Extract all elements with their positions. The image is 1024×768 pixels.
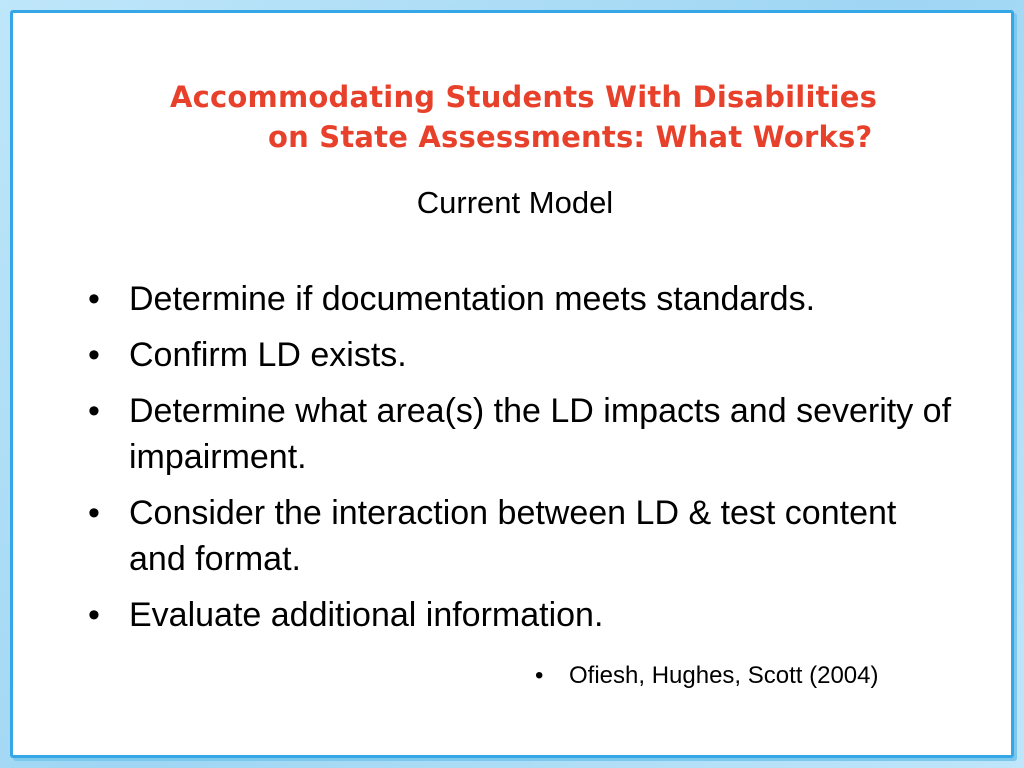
bullet-dot-icon: • <box>88 494 100 532</box>
bullet-item <box>88 490 958 582</box>
slide-subtitle: Current Model <box>416 185 614 220</box>
bullet-item <box>88 388 958 480</box>
bullet-text: Determine if documentation meets standards. <box>129 280 816 318</box>
citation-text: Ofiesh, Hughes, Scott (2004) <box>569 662 879 689</box>
bullet-text: Determine what area(s) the LD impacts and severity of impairment. <box>129 392 952 476</box>
bullet-dot-icon: • <box>88 280 100 318</box>
bullet-text: Consider the interaction between LD & test content and format. <box>129 494 897 578</box>
title-line-2: on State Assessments: What Works? <box>268 120 873 154</box>
citation-bullet-icon: • <box>535 662 544 689</box>
title-line-1: Accommodating Students With Disabilities <box>170 80 878 114</box>
bullet-item <box>88 276 958 322</box>
slide-frame <box>10 10 1014 758</box>
bullet-text: Evaluate additional information. <box>129 596 604 634</box>
slide-title <box>13 77 1017 157</box>
bullet-item <box>88 592 958 638</box>
bullet-text: Confirm LD exists. <box>129 336 407 374</box>
citation <box>535 662 879 690</box>
bullet-dot-icon: • <box>88 336 100 374</box>
bullet-item <box>88 332 958 378</box>
bullet-dot-icon: • <box>88 392 100 430</box>
bullet-list <box>88 276 958 648</box>
bullet-dot-icon: • <box>88 596 100 634</box>
